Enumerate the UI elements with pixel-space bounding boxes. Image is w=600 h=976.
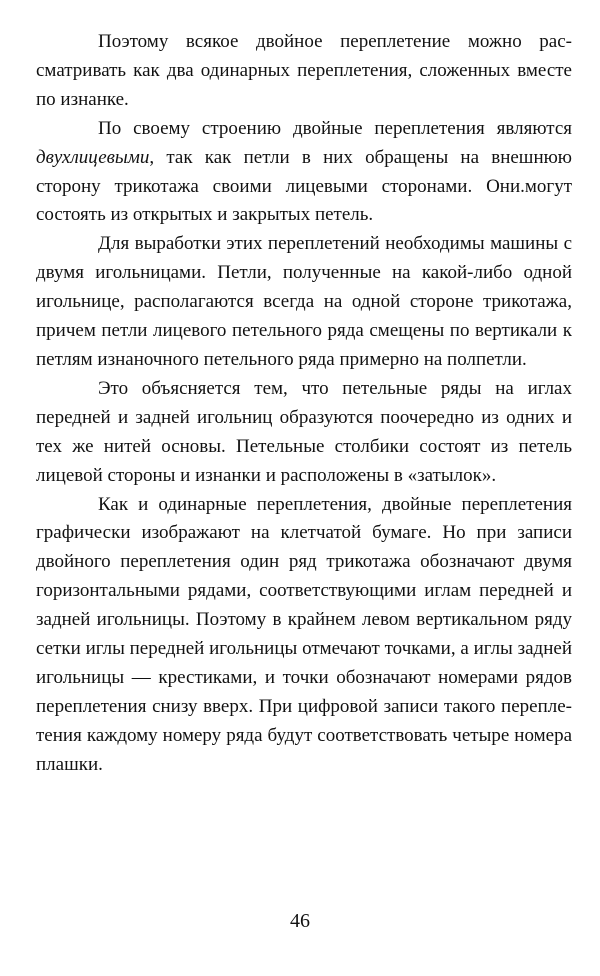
paragraph-2 xyxy=(36,115,572,231)
page-number: 46 xyxy=(290,910,310,932)
paragraph-3: Для выработки этих переплетений необходимы машины с двумя игольницами. Петли, полученные на какой-либо одной игольнице, располагаются всегда на одной стороне трикотажа, причем петли лицевого петельного ряда смещены по вертикали к петлям изнаночного петельного ряда примерно на полпетли. xyxy=(36,233,572,370)
book-page-text xyxy=(36,28,572,780)
italic-term: двухлицевыми xyxy=(36,146,150,168)
paragraph-1: Поэтому всякое двойное переплетение можно рассматривать как два одинарных переплетения, сложенных вместе по изнанке. xyxy=(36,31,572,110)
paragraph-4: Это объясняется тем, что петельные ряды на иглах передней и задней игольниц образуются поочередно из одних и тех же нитей основы. Петельные столбики состоят из петель лицевой стороны и изнанки и расположены в «затылок». xyxy=(36,377,572,486)
paragraph-2-lead: По своему строению двойные переплетения являются xyxy=(98,117,572,139)
paragraph-2-rest: , так как петли в них обращены на внешнюю сторону трикотажа своими лицевыми сторонами. Они.могут состоять из открытых и закрытых петель. xyxy=(36,146,572,226)
paragraph-5: Как и одинарные переплетения, двойные переплетения графически изображают на клетчатой бумаге. Но при записи двойного переплетения один ряд трикотажа обозначают двумя горизонтальными рядами, соответствующими иглам передней и задней игольницы. Поэтому в крайнем левом вертикальном ряду сетки иглы передней игольницы отмечают точками, а иглы задней игольницы — крестиками, и точки обозначают номерами рядов переплетения снизу вверх. При цифровой записи такого переплетения каждому номеру ряда будут соответствовать четыре номера плашки. xyxy=(36,493,572,775)
